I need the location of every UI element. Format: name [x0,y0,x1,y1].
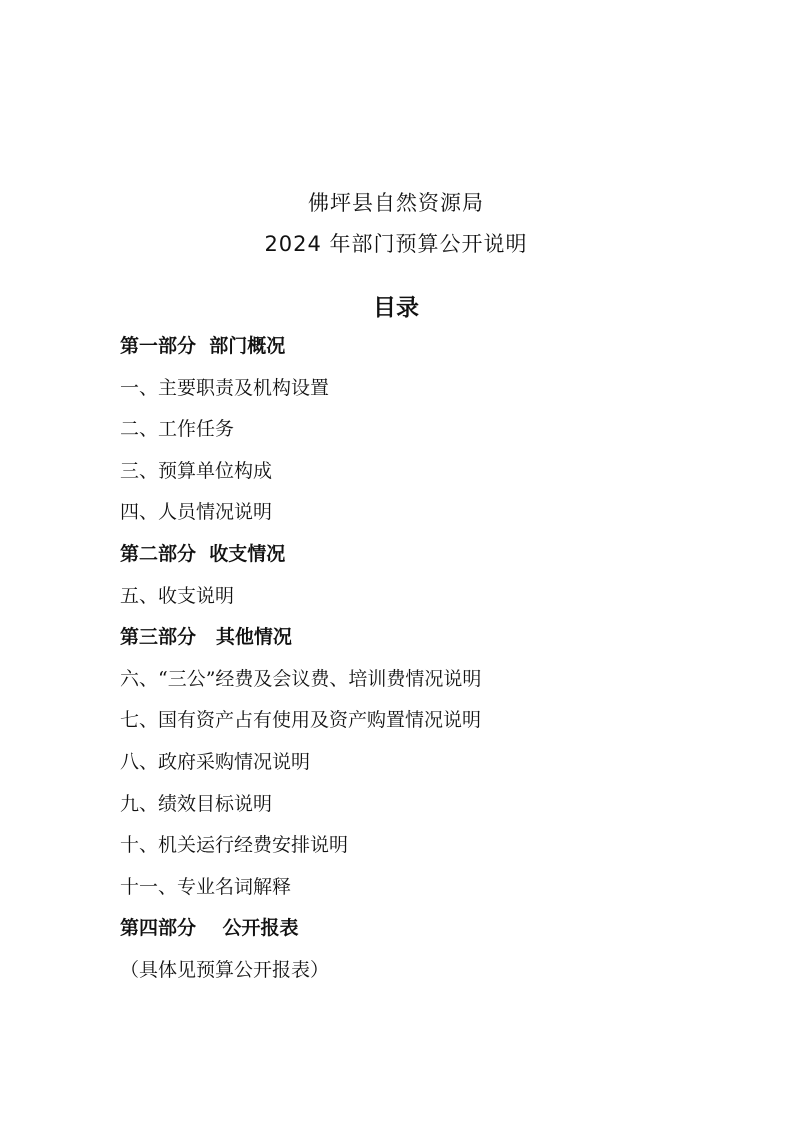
toc-part-3: 第三部分 其他情况 [120,626,292,649]
toc-item-1: 一、主要职责及机构设置 [120,376,330,399]
toc-item-4: 四、人员情况说明 [120,501,273,524]
toc-item-8: 八、政府采购情况说明 [120,750,311,773]
toc-note: （具体见预算公开报表） [120,958,330,981]
toc-part-4: 第四部分 公开报表 [120,917,299,940]
toc-part-2: 第二部分 收支情况 [120,542,286,565]
toc-part-1: 第一部分 部门概况 [120,335,286,357]
toc-item-3: 三、预算单位构成 [120,459,273,482]
org-name: 佛坪县自然资源局 [308,191,484,215]
toc-item-9: 九、绩效目标说明 [120,792,273,815]
document-title: 2024 年部门预算公开说明 [264,232,528,256]
toc-item-7: 七、国有资产占有使用及资产购置情况说明 [120,709,482,732]
toc-item-2: 二、工作任务 [120,418,235,441]
toc-item-5: 五、收支说明 [120,584,235,607]
toc-item-11: 十一、专业名词解释 [120,875,292,898]
toc-heading: 目录 [373,294,419,321]
toc-item-10: 十、机关运行经费安排说明 [120,834,349,857]
toc-item-6: 六、“三公”经费及会议费、培训费情况说明 [120,667,482,690]
table-of-contents [120,332,481,998]
